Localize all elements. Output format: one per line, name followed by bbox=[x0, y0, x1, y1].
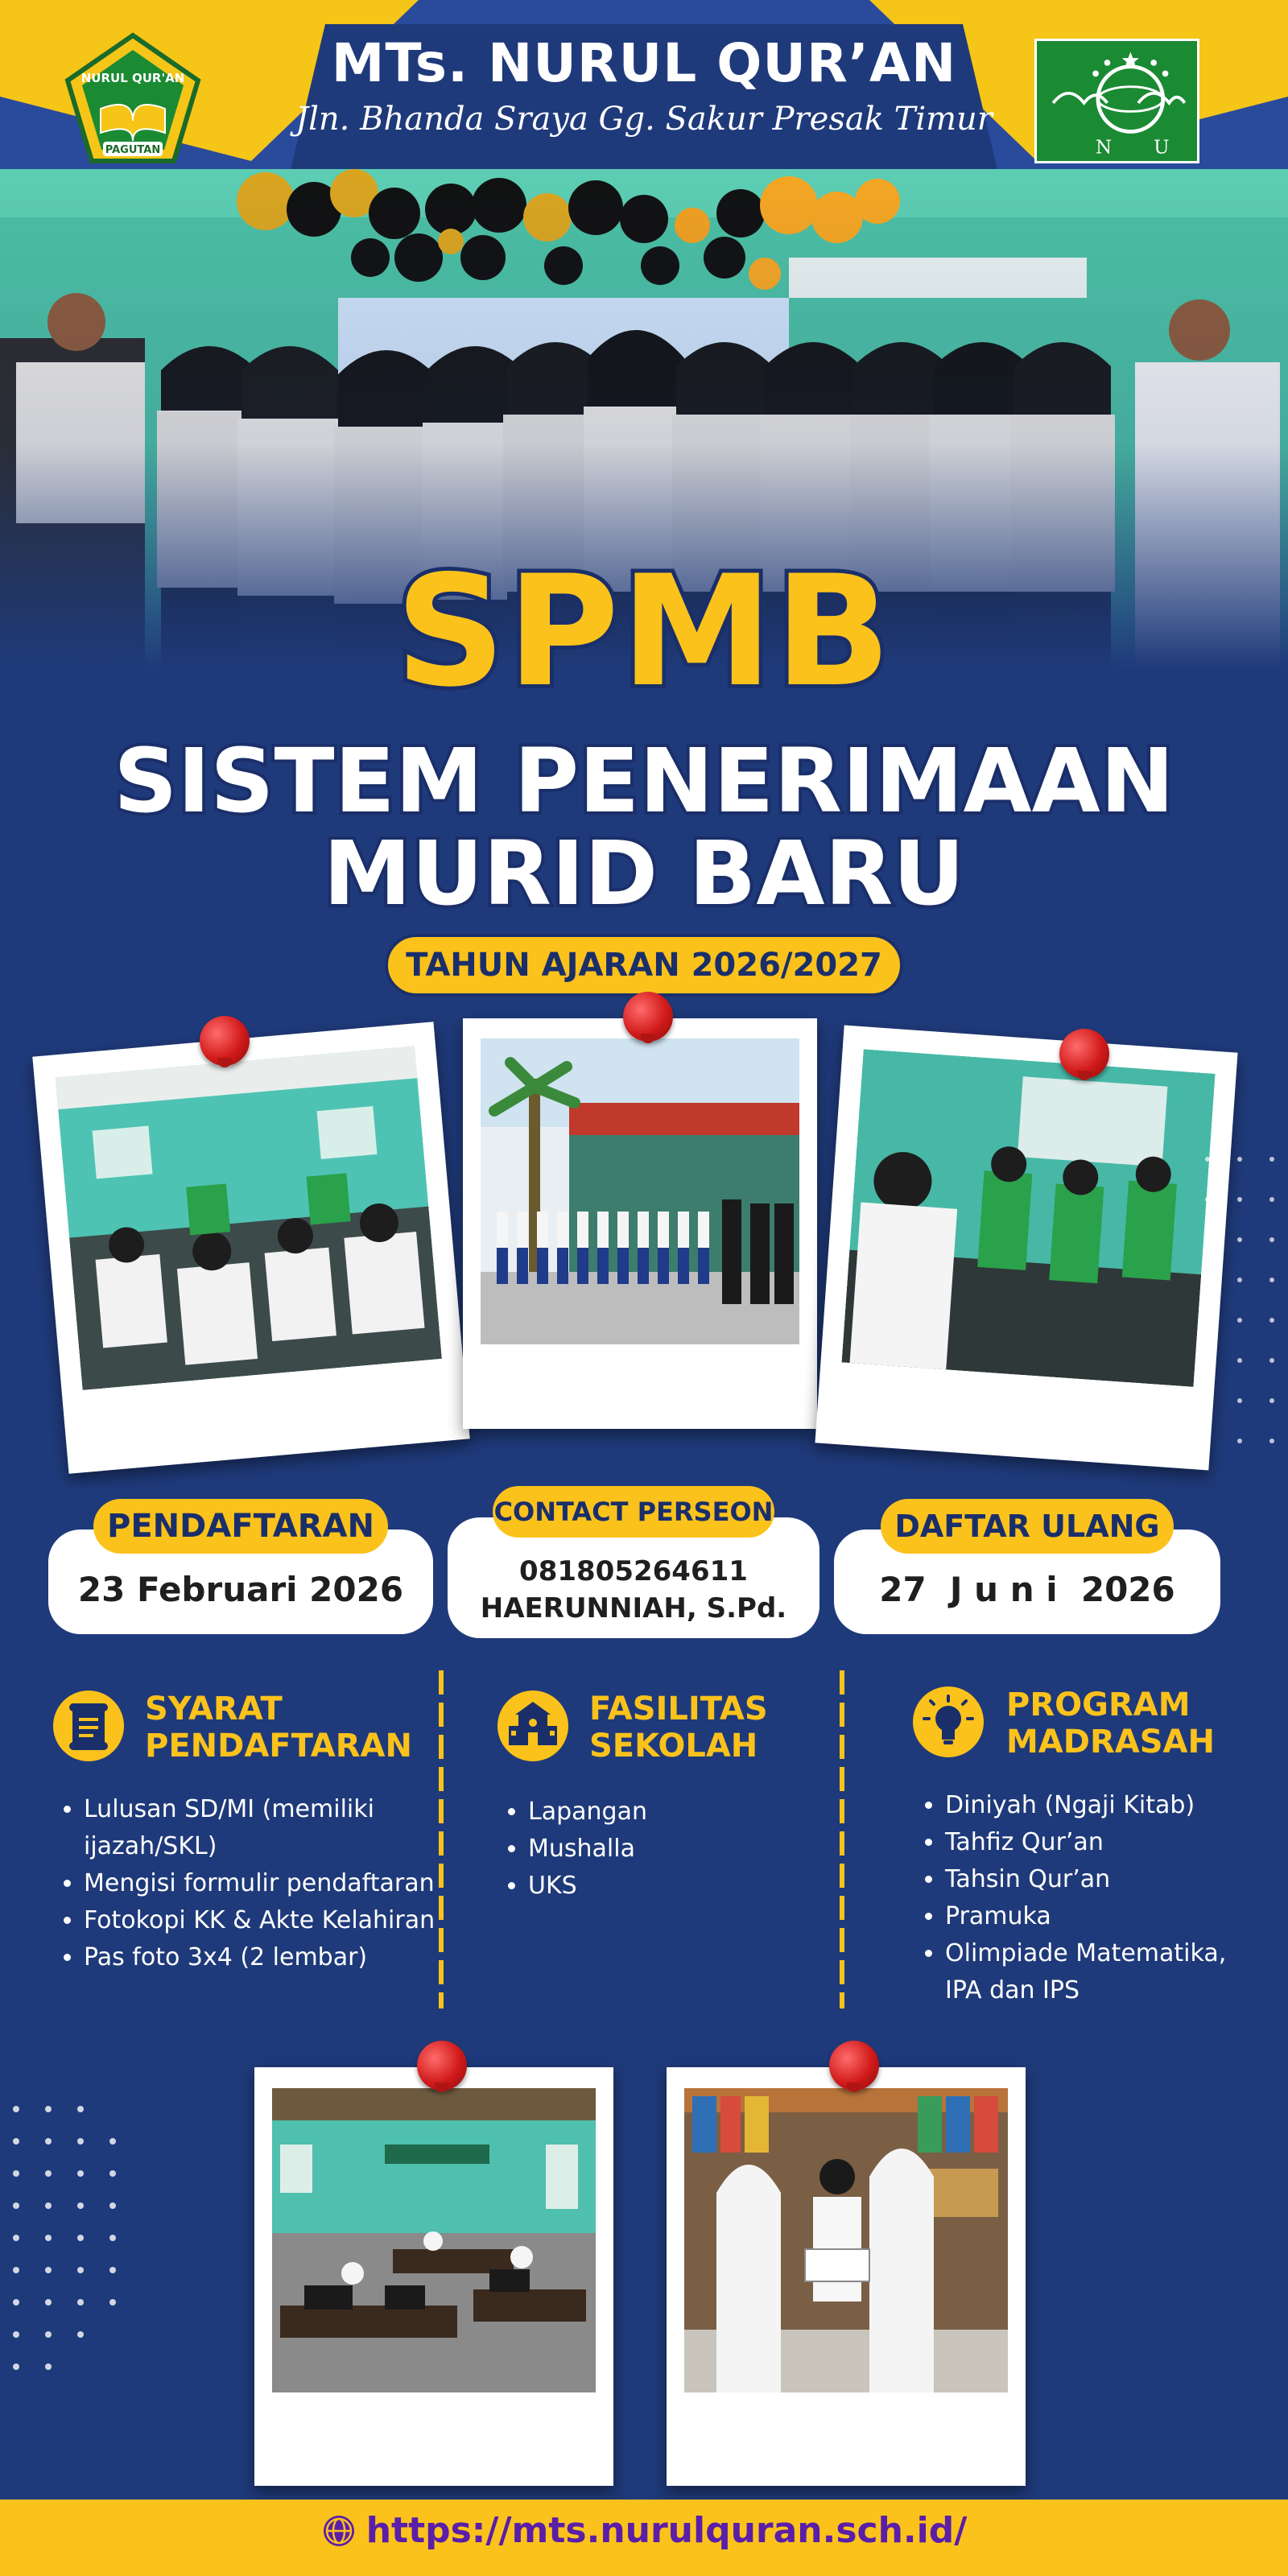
registration-date: 23 Februari 2026 bbox=[77, 1570, 404, 1609]
facilities-list bbox=[501, 1794, 834, 1905]
list-item: • UKS bbox=[528, 1868, 834, 1905]
programs-title-line1: PROGRAM bbox=[1006, 1686, 1191, 1724]
contact-name: HAERUNNIAH, S.Pd. bbox=[480, 1592, 787, 1624]
push-pin bbox=[200, 1016, 250, 1066]
requirements-title bbox=[145, 1690, 412, 1765]
hero-title-line2: MURID BARU bbox=[323, 822, 965, 925]
school-icon bbox=[497, 1690, 568, 1761]
facilities-title bbox=[589, 1690, 768, 1765]
hero-acronym: SPMB bbox=[395, 543, 893, 720]
nu-logo-letter-u: U bbox=[1154, 137, 1170, 159]
programs-list bbox=[918, 1787, 1267, 2009]
requirements-title-line2: PENDAFTARAN bbox=[145, 1728, 412, 1765]
requirements-title-line1: SYARAT bbox=[145, 1690, 283, 1728]
list-item: • Diniyah (Ngaji Kitab) bbox=[945, 1787, 1267, 1824]
school-address: Jln. Bhanda Sraya Gg. Sakur Presak Timur bbox=[295, 101, 993, 138]
list-item: • Tahsin Qur’an bbox=[945, 1861, 1267, 1898]
list-item: • Pramuka bbox=[945, 1898, 1267, 1935]
photo-card-classroom-1 bbox=[32, 1022, 469, 1474]
globe-icon bbox=[321, 2513, 357, 2549]
facilities-title-line2: SEKOLAH bbox=[589, 1728, 758, 1765]
contact-phone[interactable]: 081805264611 bbox=[519, 1555, 748, 1587]
contact-label: CONTACT PERSEON bbox=[493, 1486, 774, 1538]
reregistration-label: DAFTAR ULANG bbox=[881, 1499, 1174, 1554]
programs-title-line2: MADRASAH bbox=[1006, 1724, 1215, 1761]
photo-card-library bbox=[667, 2067, 1026, 2486]
photo-computer-lab bbox=[272, 2088, 596, 2392]
photo-students-lined-up bbox=[481, 1038, 799, 1344]
nu-logo-letter-n: N bbox=[1096, 137, 1113, 159]
column-divider bbox=[840, 1670, 844, 2008]
push-pin bbox=[417, 2041, 467, 2091]
list-item: • Lapangan bbox=[528, 1794, 834, 1831]
photo-students-sitting bbox=[56, 1046, 442, 1390]
hero-title-line1: SISTEM PENERIMAAN bbox=[114, 729, 1174, 832]
column-divider bbox=[439, 1670, 444, 2008]
list-item: • Fotokopi KK & Akte Kelahiran bbox=[84, 1902, 462, 1939]
lightbulb-icon bbox=[913, 1686, 984, 1757]
reregistration-date: 27 J u n i 2026 bbox=[879, 1570, 1175, 1609]
facilities-title-line1: FASILITAS bbox=[589, 1690, 768, 1728]
photo-students-reading bbox=[842, 1049, 1216, 1387]
list-item: • Pas foto 3x4 (2 lembar) bbox=[84, 1939, 462, 1976]
push-pin bbox=[1059, 1029, 1109, 1079]
list-item: • Mengisi formulir pendaftaran bbox=[84, 1865, 462, 1902]
photo-card-classroom-2 bbox=[815, 1026, 1237, 1471]
academic-year-badge: TAHUN AJARAN 2026/2027 bbox=[385, 934, 903, 997]
scroll-icon bbox=[53, 1690, 124, 1761]
website-url[interactable]: https://mts.nurulquran.sch.id/ bbox=[365, 2510, 968, 2551]
school-logo-bottom-text: PAGUTAN bbox=[105, 144, 161, 156]
list-item: • Olimpiade Matematika, IPA dan IPS bbox=[945, 1935, 1267, 2009]
push-pin bbox=[623, 992, 673, 1042]
list-item: • Mushalla bbox=[528, 1831, 834, 1868]
dot-pattern-left bbox=[0, 2093, 161, 2399]
website-link[interactable] bbox=[0, 2510, 1288, 2551]
dot-pattern-right bbox=[1191, 1143, 1288, 1481]
programs-title bbox=[1006, 1686, 1215, 1761]
photo-card-computer-lab bbox=[254, 2067, 613, 2486]
list-item: • Lulusan SD/MI (memiliki ijazah/SKL) bbox=[84, 1791, 462, 1865]
photo-card-assembly bbox=[463, 1018, 817, 1429]
list-item: • Tahfiz Qur’an bbox=[945, 1824, 1267, 1861]
school-name: MTs. NURUL QUR’AN bbox=[331, 32, 957, 94]
push-pin bbox=[829, 2041, 879, 2091]
school-logo bbox=[64, 32, 201, 169]
photo-library-reading bbox=[684, 2088, 1008, 2392]
school-logo-top-text: NURUL QUR'AN bbox=[80, 71, 185, 85]
requirements-list bbox=[56, 1791, 462, 1976]
nu-logo bbox=[1034, 39, 1199, 163]
registration-label: PENDAFTARAN bbox=[93, 1499, 388, 1554]
